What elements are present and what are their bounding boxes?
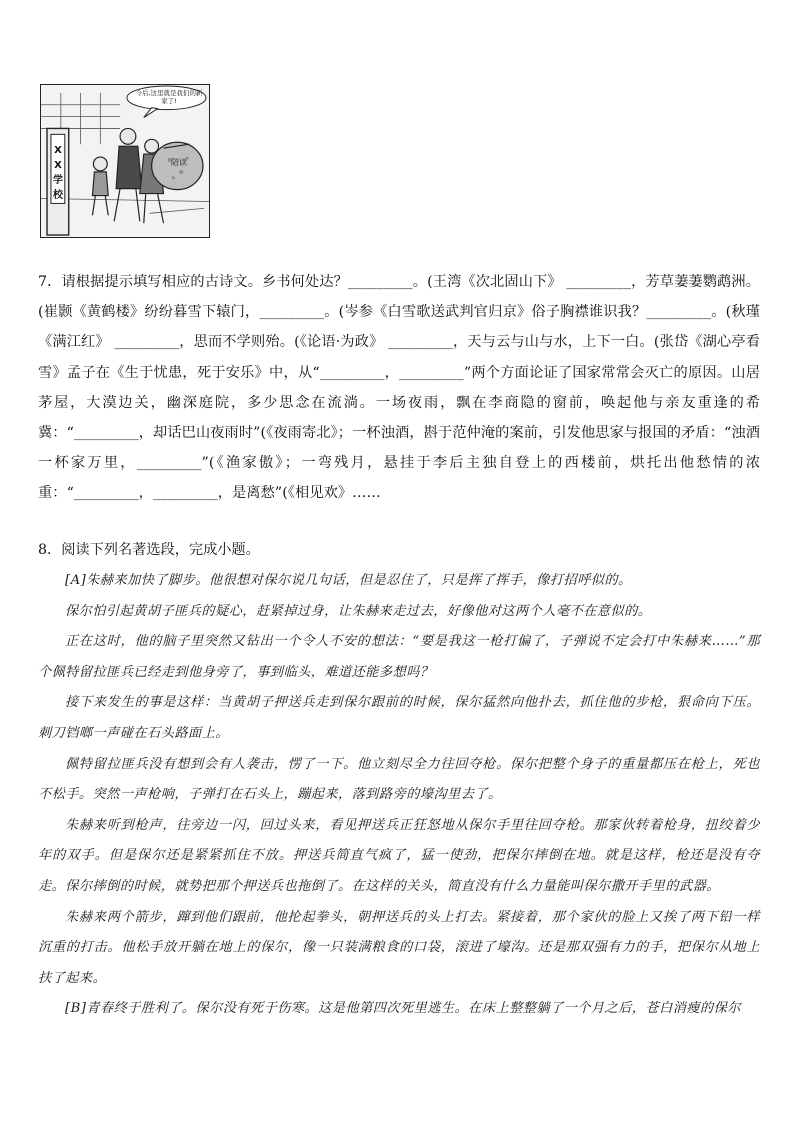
- bag-label: 陪读: [171, 158, 187, 167]
- cartoon-illustration: [40, 84, 210, 238]
- speech-bubble-text: 今后,这里就是我们的新家了!: [135, 89, 203, 105]
- question-7-text: 7．请根据提示填写相应的古诗文。乡书何处达？_________。(王湾《次北固山下》 _________，芳草萋萋鹦鹉洲。(崔颢《黄鹤楼》纷纷暮雪下辕门，_________。(岑参《白雪歌送武判官归京》俗子胸襟谁识我？_________。(秋瑾《满江红》 _________，思而不学则殆。(《论语·为政》 _________，天与云与山与水，上下一白。(张岱《湖心亭看雪》孟子在《生于忧患，死于安乐》中，从“_________，_________”两个方面论证了国家常常会灭亡的原因。山居茅屋，大漠边关，幽深庭院，多少思念在流淌。一场夜雨，飘在李商隐的窗前，唤起他与亲友重逢的希冀：“_________，却话巴山夜雨时”(《夜雨寄北》；一杯浊酒，斟于范仲淹的案前，引发他思家与报国的矛盾：“浊酒一杯家万里，_________”(《渔家傲》；一弯残月，悬挂于李后主独自登上的西楼前，烘托出他愁情的浓重：“_________，_________，是离愁”(《相见欢》……: [38, 274, 760, 502]
- passage-paragraph: 接下来发生的事是这样：当黄胡子押送兵走到保尔跟前的时候，保尔猛然向他扑去，抓住他的步枪，狠命向下压。刺刀铛啷一声碰在石头路面上。: [38, 695, 760, 741]
- passage-paragraph: 朱赫来两个箭步，蹿到他们跟前，他抡起拳头，朝押送兵的头上打去。紧接着，那个家伙的脸上又挨了两下铅一样沉重的打击。他松手放开躺在地上的保尔，像一只装满粮食的口袋，滚进了壕沟。还是那双强有力的手，把保尔从地上扶了起来。: [38, 909, 760, 986]
- school-sign-text: XX学校: [53, 145, 63, 201]
- question-8-title: 8．阅读下列名著选段，完成小题。: [38, 542, 260, 558]
- passage-paragraph: [A]朱赫来加快了脚步。他很想对保尔说几句话，但是忍住了，只是挥了挥手，像打招呼似的。: [65, 573, 632, 588]
- reading-passage: [38, 566, 760, 1025]
- passage-paragraph: 朱赫来听到枪声，往旁边一闪，回过头来，看见押送兵正狂怒地从保尔手里往回夺枪。那家伙转着枪身，扭绞着少年的双手。但是保尔还是紧紧抓住不放。押送兵简直气疯了，猛一使劲，把保尔摔倒在地。就是这样，枪还是没有夺走。保尔摔倒的时候，就势把那个押送兵也拖倒了。在这样的关头，简直没有什么力量能叫保尔撒开手里的武器。: [38, 817, 760, 894]
- passage-paragraph: [B]青春终于胜利了。保尔没有死于伤寒。这是他第四次死里逃生。在床上整整躺了一个月之后，苍白消瘦的保尔: [65, 1001, 741, 1017]
- passage-paragraph: 正在这时，他的脑子里突然又钻出一个令人不安的想法：“要是我这一枪打偏了，子弹说不定会打中朱赫来……”那个佩特留拉匪兵已经走到他身旁了，事到临头，难道还能多想吗？: [38, 634, 760, 680]
- passage-paragraph: 保尔怕引起黄胡子匪兵的疑心，赶紧掉过身，让朱赫来走过去，好像他对这两个人毫不在意似的。: [65, 603, 652, 619]
- passage-paragraph: 佩特留拉匪兵没有想到会有人袭击，愣了一下。他立刻尽全力往回夺枪。保尔把整个身子的重量都压在枪上，死也不松手。突然一声枪响，子弹打在石头上，蹦起来，落到路旁的壕沟里去了。: [38, 756, 760, 803]
